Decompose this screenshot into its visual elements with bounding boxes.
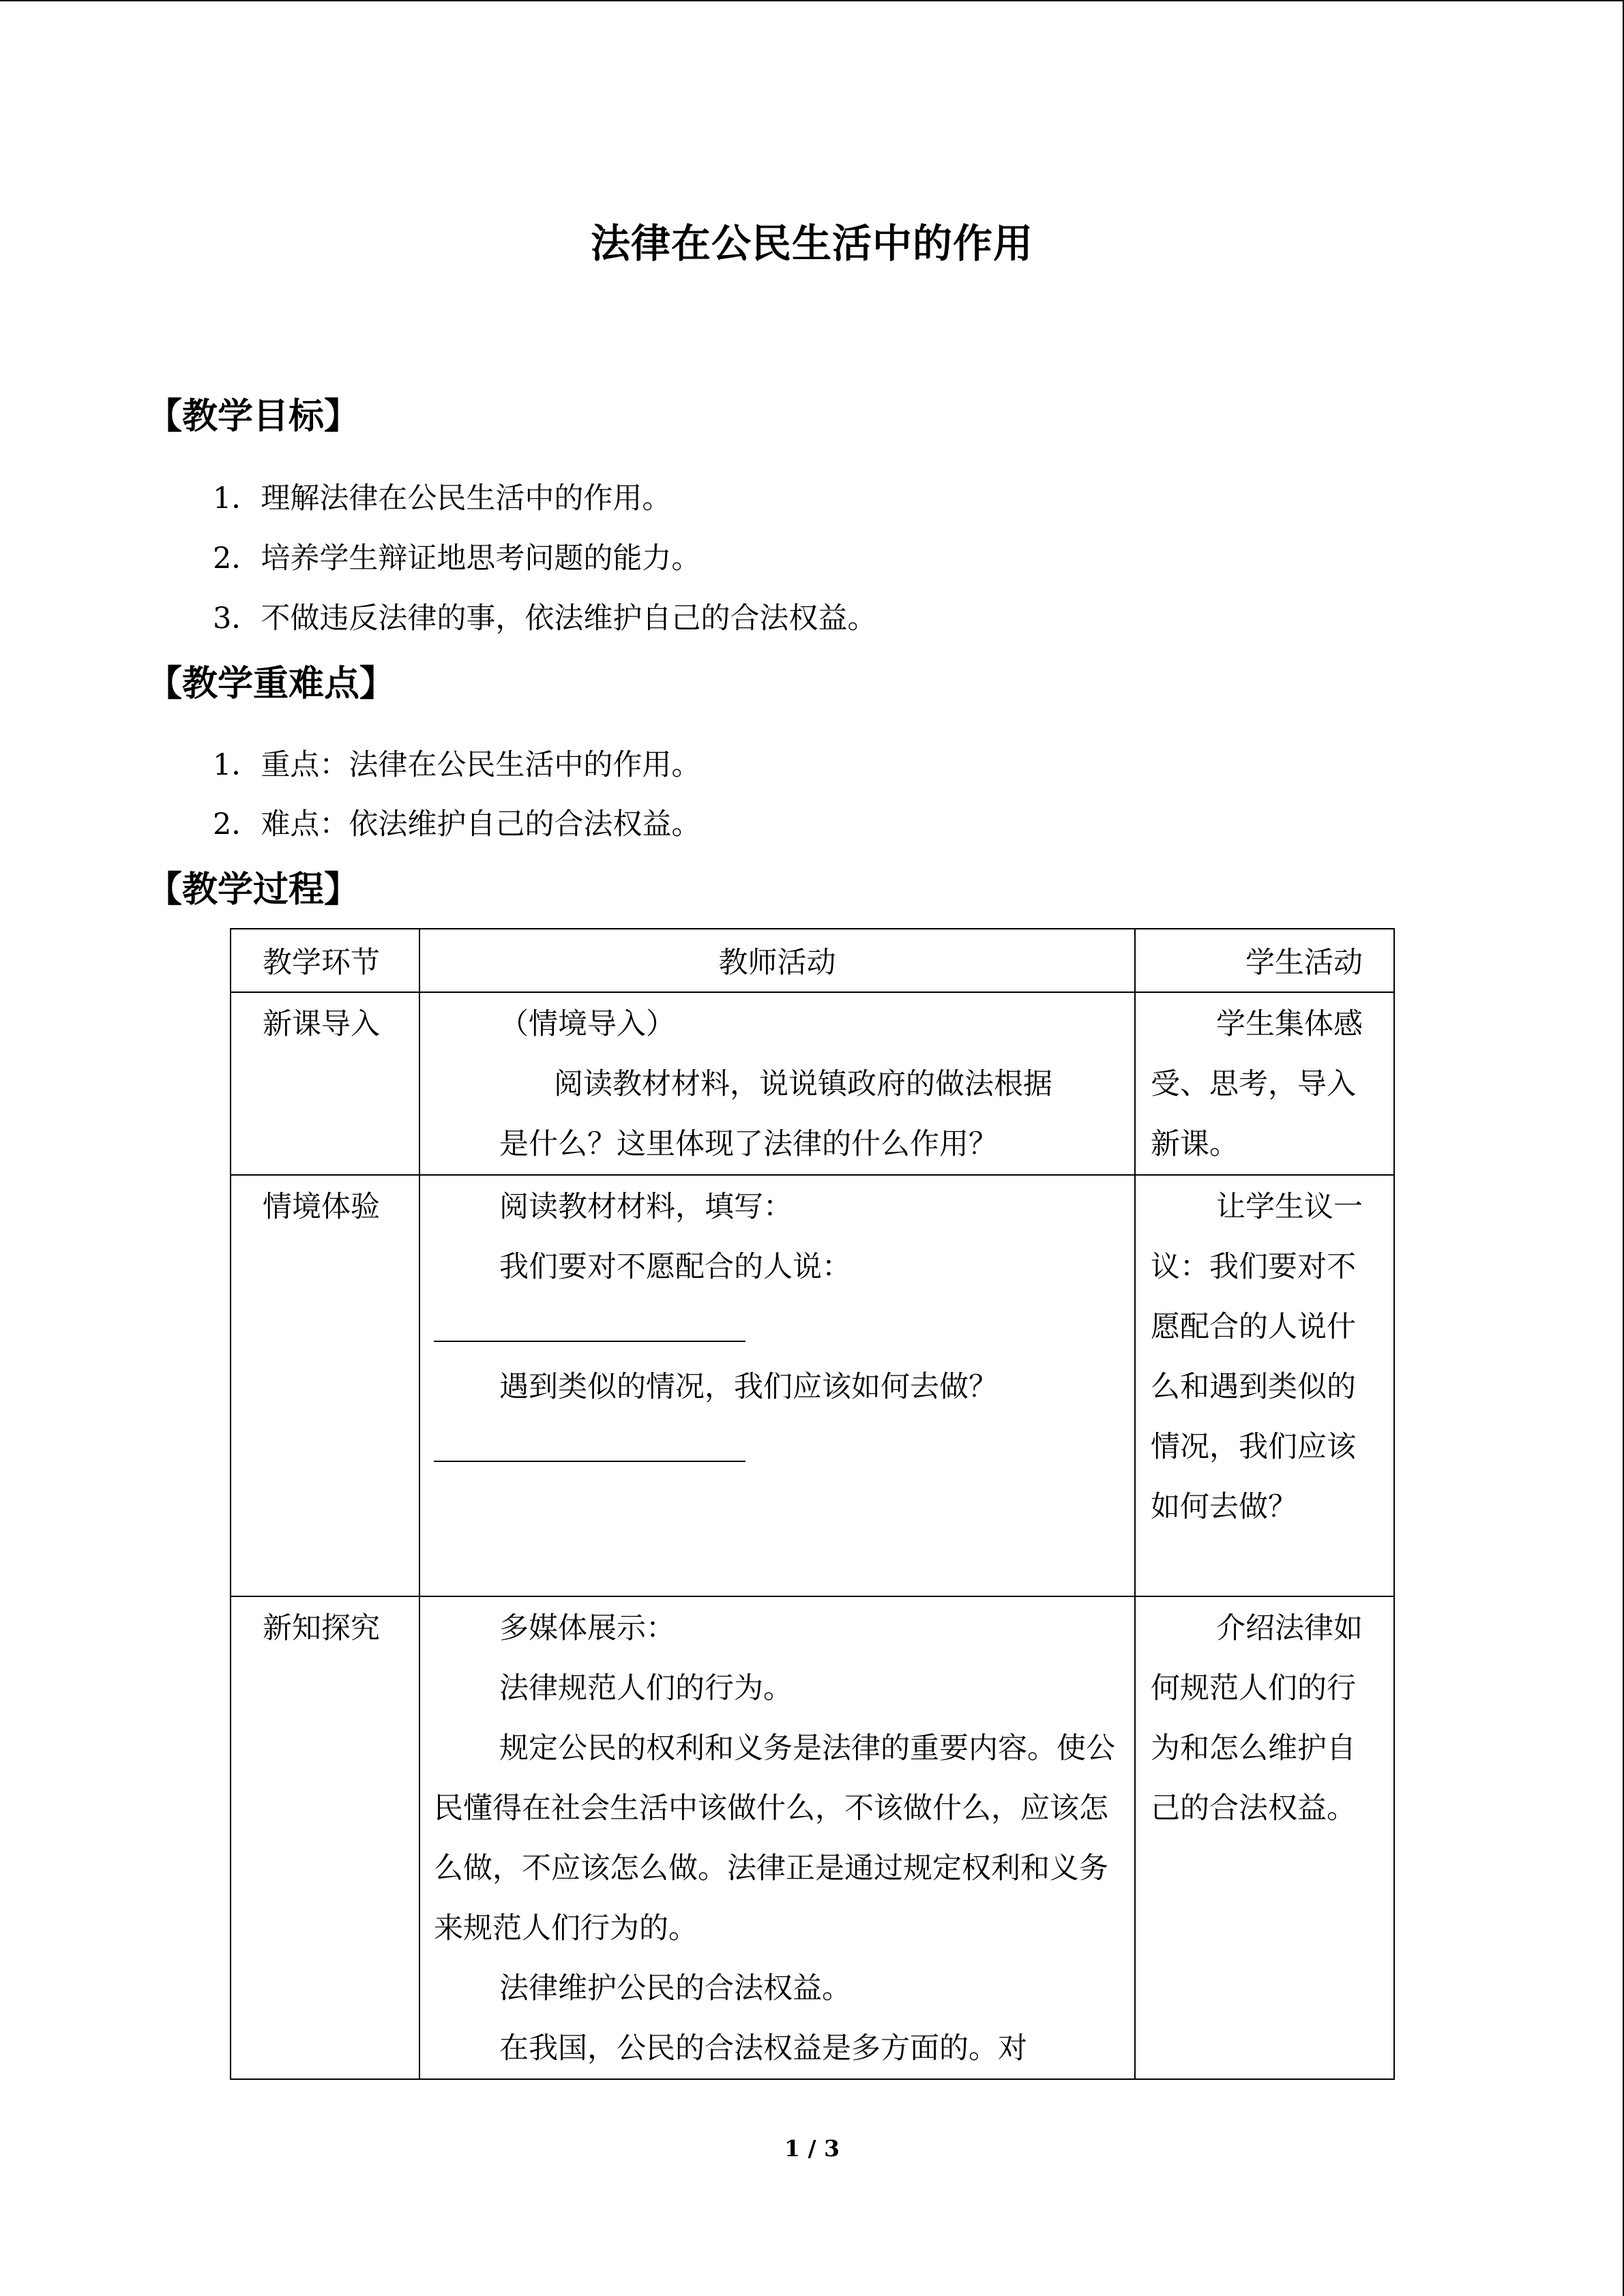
teacher-activity-cell	[419, 1596, 1135, 2079]
teacher-activity-cell	[419, 1175, 1135, 1596]
student-paragraph: 学生集体感受、思考，导入新课。	[1151, 1007, 1363, 1161]
teacher-paragraph: 法律规范人们的行为。	[499, 1671, 793, 1705]
section-heading-key-points: 【教学重难点】	[147, 663, 396, 704]
key-point-item-1: 1．重点：法律在公民生活中的作用。	[213, 748, 701, 782]
teacher-activity-cell	[419, 992, 1135, 1175]
student-activity-cell	[1135, 1596, 1394, 2079]
header-student-activity: 学生活动	[1135, 929, 1394, 992]
table-header-row	[231, 929, 1394, 992]
teacher-paragraph: 法律维护公民的合法权益。	[499, 1971, 851, 2006]
objective-item-2: 2．培养学生辩证地思考问题的能力。	[213, 541, 701, 576]
stage-cell: 新课导入	[231, 992, 419, 1175]
table-row	[231, 1596, 1394, 2079]
section-heading-objectives: 【教学目标】	[147, 396, 360, 437]
key-point-item-2: 2．难点：依法维护自己的合法权益。	[213, 807, 701, 841]
teacher-paragraph: 阅读教材材料，填写：	[499, 1190, 793, 1224]
document-title: 法律在公民生活中的作用	[590, 220, 1033, 267]
objective-item-1: 1．理解法律在公民生活中的作用。	[213, 481, 672, 516]
teacher-paragraph: 多媒体展示：	[499, 1611, 675, 1645]
lesson-process-table	[230, 928, 1395, 2080]
teacher-paragraph: （情境导入）	[499, 1007, 675, 1041]
stage-cell: 情境体验	[231, 1175, 419, 1596]
student-activity-cell	[1135, 1175, 1394, 1596]
table-row	[231, 992, 1394, 1175]
teacher-paragraph: 我们要对不愿配合的人说：	[499, 1250, 851, 1284]
header-teacher-activity: 教师活动	[419, 929, 1135, 992]
stage-cell: 新知探究	[231, 1596, 419, 2079]
student-paragraph: 让学生议一议：我们要对不愿配合的人说什么和遇到类似的情况，我们应该如何去做？	[1151, 1190, 1363, 1524]
objective-item-3: 3．不做违反法律的事，依法维护自己的合法权益。	[213, 601, 877, 636]
teacher-paragraph: 阅读教材材料，说说镇政府的做法根据	[554, 1067, 1052, 1101]
header-stage: 教学环节	[231, 929, 419, 992]
page-number: 1 / 3	[784, 2135, 840, 2162]
teacher-paragraph: 是什么？这里体现了法律的什么作用？	[499, 1127, 998, 1161]
teacher-paragraph: 规定公民的权利和义务是法律的重要内容。使公民懂得在社会生活中该做什么，不该做什么，应该怎么做，不应该怎么做。法律正是通过规定权利和义务来规范人们行为的。	[434, 1731, 1115, 1945]
teacher-paragraph: 在我国，公民的合法权益是多方面的。对	[499, 2031, 1027, 2066]
teacher-paragraph: 遇到类似的情况，我们应该如何去做？	[499, 1370, 998, 1404]
table-row	[231, 1175, 1394, 1596]
student-activity-cell	[1135, 992, 1394, 1175]
section-heading-process: 【教学过程】	[147, 869, 360, 910]
student-paragraph: 介绍法律如何规范人们的行为和怎么维护自己的合法权益。	[1151, 1611, 1363, 1825]
